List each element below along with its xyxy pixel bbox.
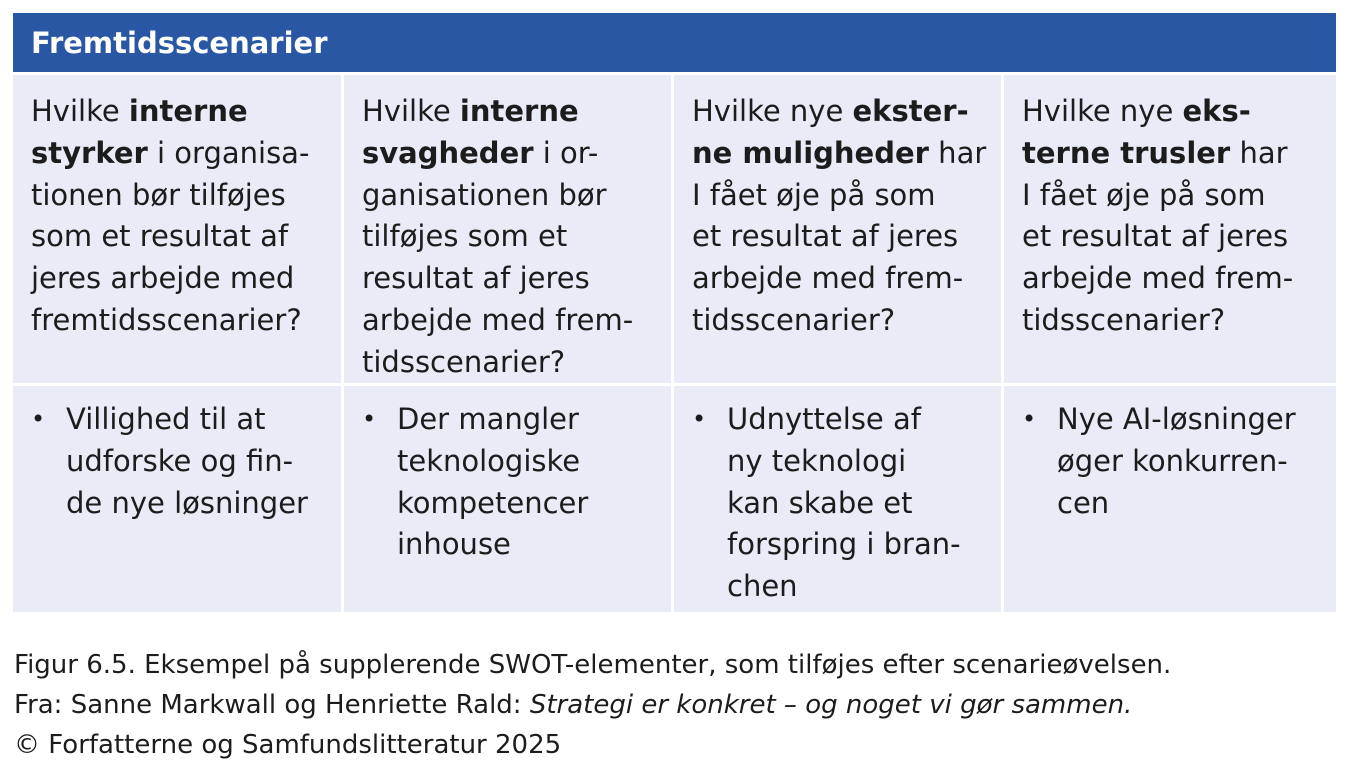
question-text: som et resultat af (31, 219, 289, 254)
answer-line: ny teknologi (727, 443, 907, 478)
question-text: har (928, 135, 987, 170)
table-title: Fremtidsscenarier (31, 26, 328, 60)
question-keyword: eks- (1182, 94, 1251, 128)
answer-line: kan skabe et (727, 485, 913, 520)
question-text: jeres arbejde med (31, 261, 295, 296)
question-text: et resultat af jeres (1022, 219, 1289, 254)
caption-line-1: Figur 6.5. Eksempel på supplerende SWOT-elementer, som tilføjes efter scenarieøvelsen. (14, 650, 1172, 680)
answer-line: Der mangler (397, 402, 579, 436)
question-cell-strengths (13, 75, 341, 383)
question-text: arbejde med frem- (1022, 261, 1294, 296)
question-text: ganisationen bør (362, 177, 607, 212)
answer-cell-opportunities (674, 386, 1001, 612)
question-line (1022, 91, 1318, 133)
question-line (1022, 258, 1318, 300)
question-text: Hvilke (362, 94, 460, 128)
answer-line: inhouse (397, 527, 511, 562)
question-text: Hvilke nye (1022, 94, 1183, 128)
answer-line: teknologiske (397, 443, 581, 478)
question-keyword: interne (459, 94, 579, 128)
question-keyword: ne muligheder (692, 135, 929, 170)
answer-line: de nye løsninger (66, 485, 308, 520)
answer-line: øger konkurren- (1057, 443, 1288, 478)
question-line (1022, 300, 1318, 342)
answer-text (727, 399, 961, 608)
question-text: arbejde med frem- (362, 302, 634, 337)
question-text: tidsscenarier? (1022, 302, 1226, 337)
caption-book-title: Strategi er konkret – og noget vi gør sammen. (529, 690, 1133, 720)
answer-line: forspring i bran- (727, 527, 961, 562)
question-keyword: svagheder (362, 135, 534, 170)
question-line (1022, 216, 1318, 258)
answer-cell-threats (1004, 386, 1336, 612)
answer-line: udforske og fin- (66, 443, 294, 478)
question-line (362, 91, 653, 133)
question-text: et resultat af jeres (692, 219, 959, 254)
question-line (31, 91, 323, 133)
question-text: i organisa- (147, 135, 310, 170)
question-text: Hvilke (31, 94, 129, 128)
answer-line: cen (1057, 485, 1110, 520)
question-line (362, 216, 653, 258)
bullet-icon: • (31, 405, 46, 433)
caption-copyright: © Forfatterne og Samfundslitteratur 2025 (14, 730, 562, 760)
question-text: tilføjes som et (362, 219, 568, 254)
question-cell-opportunities (674, 75, 1001, 383)
question-line (362, 342, 653, 383)
bullet-icon: • (692, 405, 707, 433)
question-text: Hvilke nye (692, 94, 853, 128)
question-text: resultat af jeres (362, 261, 590, 296)
bullet-icon: • (362, 405, 377, 433)
question-keyword: terne trusler (1022, 135, 1231, 170)
answer-text (397, 399, 588, 566)
list-item (692, 399, 983, 608)
question-keyword: interne (128, 94, 248, 128)
answer-text (66, 399, 308, 524)
swot-scenario-table (13, 13, 1336, 612)
question-line (692, 133, 987, 175)
question-line (362, 300, 653, 342)
question-text: tidsscenarier? (692, 302, 896, 337)
figure-caption (14, 645, 1171, 765)
question-cell-weaknesses (344, 75, 671, 383)
answer-line: Villighed til at (66, 402, 266, 436)
question-line (692, 216, 983, 258)
list-item (1022, 399, 1318, 524)
answer-line: Udnyttelse af (727, 402, 921, 436)
caption-line-2 (14, 685, 1171, 725)
question-line (692, 300, 983, 342)
question-line (31, 258, 323, 300)
question-line (31, 300, 323, 342)
question-cell-threats (1004, 75, 1336, 383)
answer-line: Nye AI-løsninger (1057, 402, 1296, 436)
question-keyword: styrker (31, 135, 148, 170)
answer-text (1057, 399, 1296, 524)
question-text: I fået øje på som (1022, 177, 1266, 212)
question-text: fremtidsscenarier? (31, 302, 302, 337)
question-text: arbejde med frem- (692, 261, 964, 296)
question-line (692, 91, 983, 133)
question-text: tidsscenarier? (362, 344, 566, 379)
question-line (31, 133, 323, 175)
caption-source: Fra: Sanne Markwall og Henriette Rald: (14, 690, 530, 720)
question-line (692, 258, 983, 300)
question-line (362, 258, 653, 300)
answer-line: chen (727, 569, 798, 604)
question-row (13, 75, 1336, 383)
answer-cell-weaknesses (344, 386, 671, 612)
question-line (31, 175, 323, 217)
answer-row (13, 386, 1336, 612)
question-line (362, 133, 653, 175)
question-line (362, 175, 653, 217)
question-text: I fået øje på som (692, 177, 936, 212)
question-text: har (1230, 135, 1288, 170)
answer-cell-strengths (13, 386, 341, 612)
question-text: i or- (533, 135, 599, 170)
question-line (1022, 133, 1318, 175)
list-item (362, 399, 653, 566)
bullet-icon: • (1022, 405, 1037, 433)
question-text: tionen bør tilføjes (31, 177, 286, 212)
list-item (31, 399, 323, 524)
answer-line: kompetencer (397, 485, 589, 520)
question-line (1022, 175, 1318, 217)
table-header (13, 13, 1336, 72)
question-line (31, 216, 323, 258)
question-line (692, 175, 983, 217)
question-keyword: ekster- (852, 94, 969, 128)
